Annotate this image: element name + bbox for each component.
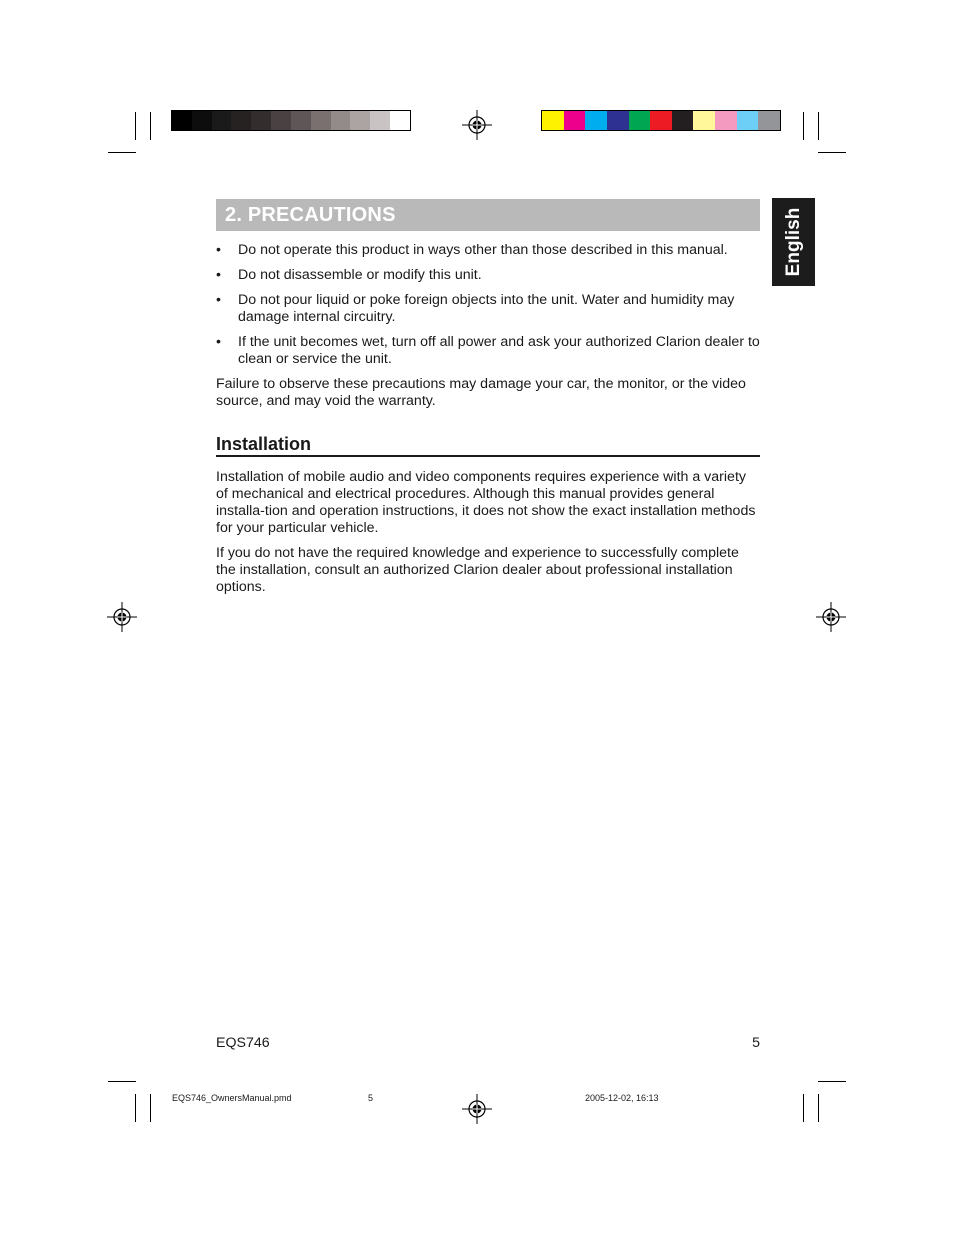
gray-scale-bar <box>171 110 411 131</box>
crop-mark <box>108 152 136 153</box>
color-swatch <box>715 111 737 130</box>
crop-mark <box>803 112 804 140</box>
color-swatch <box>291 111 311 130</box>
installation-paragraph: Installation of mobile audio and video components requires experience with a variety of mechanical and electrical procedures. Although this manual provides general installa-tion and operation instructions, it does not show the exact installation methods for your particular vehicle. <box>216 469 756 536</box>
process-color-bar <box>541 110 781 131</box>
slug-page: 5 <box>368 1093 374 1103</box>
page-number: 5 <box>752 1035 760 1051</box>
color-swatch <box>331 111 351 130</box>
slug-timestamp: 2005-12-02, 16:13 <box>585 1093 659 1103</box>
color-swatch <box>758 111 780 130</box>
crop-mark <box>818 1094 819 1122</box>
color-swatch <box>390 111 410 130</box>
color-swatch <box>350 111 370 130</box>
color-swatch <box>212 111 232 130</box>
color-swatch <box>231 111 251 130</box>
precautions-section <box>216 242 760 418</box>
crop-mark <box>818 112 819 140</box>
color-swatch <box>251 111 271 130</box>
installation-heading: Installation <box>216 433 760 457</box>
slug-file-name: EQS746_OwnersManual.pmd <box>172 1093 292 1103</box>
color-swatch <box>311 111 331 130</box>
precautions-list <box>216 242 760 368</box>
list-item: • Do not disassemble or modify this unit. <box>216 267 760 284</box>
list-item: • Do not operate this product in ways other than those described in this manual. <box>216 242 760 259</box>
crop-mark <box>135 1094 136 1122</box>
registration-mark-icon <box>107 602 137 632</box>
installation-paragraph: If you do not have the required knowledge and experience to successfully complete the installation, consult an authorized Clarion dealer about professional installation options. <box>216 545 739 595</box>
color-swatch <box>370 111 390 130</box>
crop-mark <box>803 1094 804 1122</box>
registration-mark-icon <box>462 1094 492 1124</box>
warning-paragraph: Failure to observe these precautions may damage your car, the monitor, or the video source, and may void the warranty. <box>216 376 746 409</box>
registration-mark-icon <box>816 602 846 632</box>
crop-mark <box>150 1094 151 1122</box>
color-swatch <box>629 111 651 130</box>
footer-model: EQS746 <box>216 1035 270 1051</box>
list-item: • If the unit becomes wet, turn off all power and ask your authorized Clarion dealer to clean or service the unit. <box>216 334 760 368</box>
crop-mark <box>150 112 151 140</box>
language-tab <box>772 198 815 286</box>
section-title: 2. PRECAUTIONS <box>216 199 760 231</box>
color-swatch <box>172 111 192 130</box>
list-item: • Do not pour liquid or poke foreign objects into the unit. Water and humidity may damage internal circuitry. <box>216 292 760 326</box>
installation-section <box>216 469 760 604</box>
crop-mark <box>108 1081 136 1082</box>
color-swatch <box>737 111 759 130</box>
color-swatch <box>564 111 586 130</box>
language-tab-label: English <box>782 207 804 277</box>
color-swatch <box>192 111 212 130</box>
color-swatch <box>693 111 715 130</box>
crop-mark <box>818 1081 846 1082</box>
color-swatch <box>607 111 629 130</box>
color-swatch <box>585 111 607 130</box>
crop-mark <box>135 112 136 140</box>
color-swatch <box>650 111 672 130</box>
color-swatch <box>672 111 694 130</box>
color-swatch <box>271 111 291 130</box>
crop-mark <box>818 152 846 153</box>
color-swatch <box>542 111 564 130</box>
registration-mark-icon <box>462 110 492 140</box>
